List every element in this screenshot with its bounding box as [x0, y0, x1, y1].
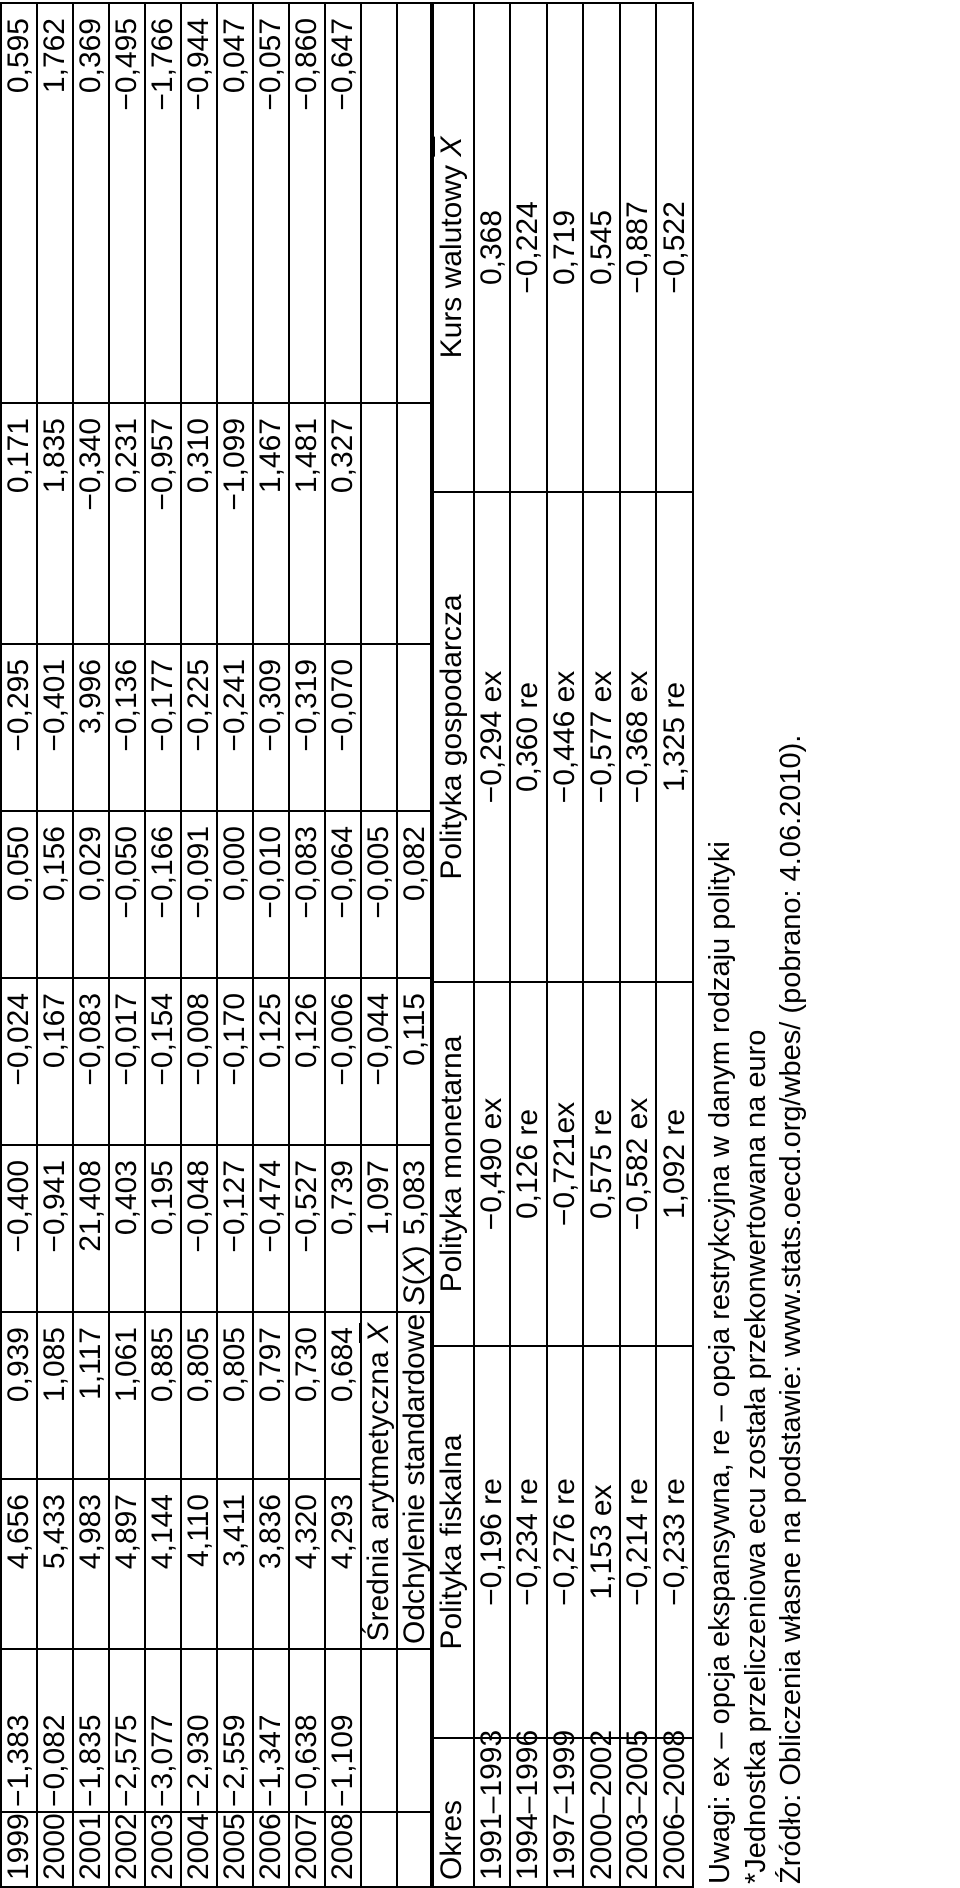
table-row: [547, 3, 584, 1887]
year-cell: 2003: [145, 1812, 181, 1887]
value-cell: 3,996: [73, 644, 109, 811]
monetarna-cell: 0,126 re: [510, 982, 547, 1346]
value-cell: 0,082: [397, 811, 433, 978]
sd-paren-open: (: [398, 1275, 431, 1286]
okres-cell: 1991–1993: [474, 1738, 511, 1887]
mean-symbol: $\overline{X}$: [362, 1323, 395, 1344]
header-fiskalna: Polityka fiskalna: [431, 1346, 474, 1738]
fiskalna-cell: −0,276 re: [547, 1346, 584, 1738]
value-cell: 1,835: [37, 403, 73, 644]
gospodarcza-cell: −0,368 ex: [620, 492, 657, 982]
header-kurs-symbol: $\overline{X}$: [435, 136, 469, 157]
value-cell: −0,091: [181, 811, 217, 978]
value-cell: −0,309: [253, 644, 289, 811]
value-cell: −0,170: [217, 978, 253, 1145]
value-cell: −0,225: [181, 644, 217, 811]
year-cell: 2005: [217, 1812, 253, 1887]
sd-row: [397, 3, 433, 1887]
value-cell: −0,527: [289, 1145, 325, 1312]
value-cell: −0,295: [1, 644, 37, 811]
value-cell: −0,006: [325, 978, 361, 1145]
year-cell: 2000: [37, 1812, 73, 1887]
value-cell: 0,805: [217, 1312, 253, 1479]
value-cell: −1,099: [217, 403, 253, 644]
kurs-cell: −0,887: [620, 3, 657, 492]
empty-cell: [397, 644, 433, 811]
gospodarcza-cell: 0,360 re: [510, 492, 547, 982]
value-cell: 0,125: [253, 978, 289, 1145]
table-row: [145, 3, 181, 1887]
value-cell: 1,481: [289, 403, 325, 644]
monetarna-cell: 0,575 re: [583, 982, 620, 1346]
value-cell: 0,156: [37, 811, 73, 978]
kurs-cell: −0,224: [510, 3, 547, 492]
okres-cell: 1994–1996: [510, 1738, 547, 1887]
value-cell: −2,559: [217, 1649, 253, 1812]
policy-header-row: [431, 3, 474, 1887]
gospodarcza-cell: 1,325 re: [656, 492, 693, 982]
value-cell: 4,897: [109, 1479, 145, 1649]
year-cell: 2002: [109, 1812, 145, 1887]
value-cell: −0,241: [217, 644, 253, 811]
value-cell: 4,144: [145, 1479, 181, 1649]
value-cell: −0,050: [109, 811, 145, 978]
kurs-cell: 0,368: [474, 3, 511, 492]
value-cell: −1,109: [325, 1649, 361, 1812]
value-cell: 5,083: [397, 1145, 433, 1312]
value-cell: −0,044: [361, 978, 397, 1145]
value-cell: 1,097: [361, 1145, 397, 1312]
year-cell: 2004: [181, 1812, 217, 1887]
table-row: [656, 3, 693, 1887]
fiskalna-cell: −0,196 re: [474, 1346, 511, 1738]
value-cell: −0,017: [109, 978, 145, 1145]
value-cell: 3,411: [217, 1479, 253, 1649]
sd-label: [397, 1245, 433, 1649]
value-cell: 1,117: [73, 1312, 109, 1479]
value-cell: 0,684: [325, 1312, 361, 1479]
value-cell: 0,403: [109, 1145, 145, 1312]
value-cell: 0,369: [73, 3, 109, 403]
kurs-cell: 0,545: [583, 3, 620, 492]
table-row: [325, 3, 361, 1887]
value-cell: −1,766: [145, 3, 181, 403]
value-cell: −0,495: [109, 3, 145, 403]
sd-paren-close: ): [398, 1245, 431, 1256]
value-cell: −0,082: [37, 1649, 73, 1812]
gospodarcza-cell: −0,446 ex: [547, 492, 584, 982]
year-cell: 2001: [73, 1812, 109, 1887]
value-cell: 0,115: [397, 978, 433, 1145]
table-row: [1, 3, 37, 1887]
okres-cell: 1997–1999: [547, 1738, 584, 1887]
value-cell: −0,127: [217, 1145, 253, 1312]
value-cell: −3,077: [145, 1649, 181, 1812]
value-cell: 4,293: [325, 1479, 361, 1649]
table-row: [583, 3, 620, 1887]
value-cell: 21,408: [73, 1145, 109, 1312]
header-monetarna: Polityka monetarna: [431, 982, 474, 1346]
kurs-cell: −0,522: [656, 3, 693, 492]
value-cell: −0,941: [37, 1145, 73, 1312]
value-cell: 0,595: [1, 3, 37, 403]
monetarna-cell: −0,490 ex: [474, 982, 511, 1346]
header-kurs: [431, 3, 474, 492]
value-cell: 0,805: [181, 1312, 217, 1479]
empty-cell: [361, 644, 397, 811]
year-cell: 1999: [1, 1812, 37, 1887]
value-cell: 1,467: [253, 403, 289, 644]
monetarna-cell: 1,092 re: [656, 982, 693, 1346]
policy-table: [430, 2, 694, 1888]
mean-row: [361, 3, 397, 1887]
value-cell: −0,400: [1, 1145, 37, 1312]
fiskalna-cell: −0,234 re: [510, 1346, 547, 1738]
value-cell: 0,126: [289, 978, 325, 1145]
value-cell: −0,136: [109, 644, 145, 811]
fiskalna-cell: −0,233 re: [656, 1346, 693, 1738]
value-cell: −0,083: [73, 978, 109, 1145]
value-cell: −0,070: [325, 644, 361, 811]
table-row: [37, 3, 73, 1887]
note-jednostka: *Jednostka przeliczeniowa ecu została przekonwertowana na euro: [740, 1029, 772, 1884]
okres-cell: 2003–2005: [620, 1738, 657, 1887]
year-cell: 2006: [253, 1812, 289, 1887]
value-cell: 0,047: [217, 3, 253, 403]
table-row: [217, 3, 253, 1887]
note-zrodlo: Źródło: Obliczenia własne na podstawie: www.stats.oecd.org/wbes/ (pobrano: 4.06.2010).: [775, 734, 807, 1884]
year-cell: 2008: [325, 1812, 361, 1887]
value-cell: 0,939: [1, 1312, 37, 1479]
header-kurs-text: Kurs walutowy: [435, 164, 469, 359]
okres-cell: 2000–2002: [583, 1738, 620, 1887]
header-okres: Okres: [431, 1738, 474, 1887]
value-cell: −0,177: [145, 644, 181, 811]
empty-cell: [397, 3, 433, 403]
value-cell: 1,762: [37, 3, 73, 403]
value-cell: −0,474: [253, 1145, 289, 1312]
value-cell: 4,983: [73, 1479, 109, 1649]
value-cell: 3,836: [253, 1479, 289, 1649]
table-row: [620, 3, 657, 1887]
value-cell: −0,401: [37, 644, 73, 811]
value-cell: 1,061: [109, 1312, 145, 1479]
value-cell: 4,320: [289, 1479, 325, 1649]
year-cell: 2007: [289, 1812, 325, 1887]
table-row: [474, 3, 511, 1887]
value-cell: −2,930: [181, 1649, 217, 1812]
gospodarcza-cell: −0,294 ex: [474, 492, 511, 982]
value-cell: 0,327: [325, 403, 361, 644]
value-cell: 0,029: [73, 811, 109, 978]
value-cell: −0,319: [289, 644, 325, 811]
value-cell: −0,010: [253, 811, 289, 978]
monetarna-cell: −0,721ex: [547, 982, 584, 1346]
value-cell: −0,057: [253, 3, 289, 403]
okres-cell: 2006–2008: [656, 1738, 693, 1887]
empty-cell: [397, 1812, 433, 1887]
value-cell: −0,008: [181, 978, 217, 1145]
value-cell: −0,957: [145, 403, 181, 644]
value-cell: 0,231: [109, 403, 145, 644]
value-cell: −0,638: [289, 1649, 325, 1812]
value-cell: −0,064: [325, 811, 361, 978]
value-cell: 0,730: [289, 1312, 325, 1479]
table-row: [289, 3, 325, 1887]
value-cell: −0,860: [289, 3, 325, 403]
data-table-years: [0, 2, 434, 1888]
value-cell: −1,383: [1, 1649, 37, 1812]
fiskalna-cell: −0,214 re: [620, 1346, 657, 1738]
value-cell: −0,048: [181, 1145, 217, 1312]
value-cell: 4,656: [1, 1479, 37, 1649]
gospodarcza-cell: −0,577 ex: [583, 492, 620, 982]
value-cell: −0,024: [1, 978, 37, 1145]
value-cell: 0,310: [181, 403, 217, 644]
sd-x-symbol: X: [398, 1255, 431, 1276]
value-cell: 0,167: [37, 978, 73, 1145]
table-row: [73, 3, 109, 1887]
value-cell: 5,433: [37, 1479, 73, 1649]
value-cell: 0,195: [145, 1145, 181, 1312]
mean-label: [361, 1312, 397, 1649]
mean-label-text: Średnia arytmetyczna: [362, 1351, 395, 1642]
table-row: [510, 3, 547, 1887]
empty-cell: [361, 1812, 397, 1887]
value-cell: −0,166: [145, 811, 181, 978]
value-cell: −0,340: [73, 403, 109, 644]
kurs-cell: 0,719: [547, 3, 584, 492]
value-cell: −0,944: [181, 3, 217, 403]
fiskalna-cell: 1,153 ex: [583, 1346, 620, 1738]
header-gospodarcza: Polityka gospodarcza: [431, 492, 474, 982]
value-cell: −0,083: [289, 811, 325, 978]
empty-cell: [397, 1649, 433, 1812]
value-cell: 0,000: [217, 811, 253, 978]
empty-cell: [361, 403, 397, 644]
value-cell: 1,085: [37, 1312, 73, 1479]
table-row: [181, 3, 217, 1887]
value-cell: 0,050: [1, 811, 37, 978]
value-cell: 0,885: [145, 1312, 181, 1479]
value-cell: −0,647: [325, 3, 361, 403]
empty-cell: [397, 403, 433, 644]
table-row: [253, 3, 289, 1887]
monetarna-cell: −0,582 ex: [620, 982, 657, 1346]
value-cell: 0,171: [1, 403, 37, 644]
empty-cell: [361, 3, 397, 403]
note-uwagi: Uwagi: ex – opcja ekspansywna, re – opcja restrykcyjna w danym rodzaju polityki: [704, 841, 736, 1884]
sd-label-text: Odchylenie standardowe: [398, 1313, 431, 1644]
value-cell: −1,835: [73, 1649, 109, 1812]
sd-s-symbol: S: [398, 1285, 431, 1306]
value-cell: 0,739: [325, 1145, 361, 1312]
value-cell: 0,797: [253, 1312, 289, 1479]
value-cell: 4,110: [181, 1479, 217, 1649]
value-cell: −1,347: [253, 1649, 289, 1812]
value-cell: −0,005: [361, 811, 397, 978]
empty-cell: [361, 1649, 397, 1812]
value-cell: −2,575: [109, 1649, 145, 1812]
value-cell: −0,154: [145, 978, 181, 1145]
table-row: [109, 3, 145, 1887]
